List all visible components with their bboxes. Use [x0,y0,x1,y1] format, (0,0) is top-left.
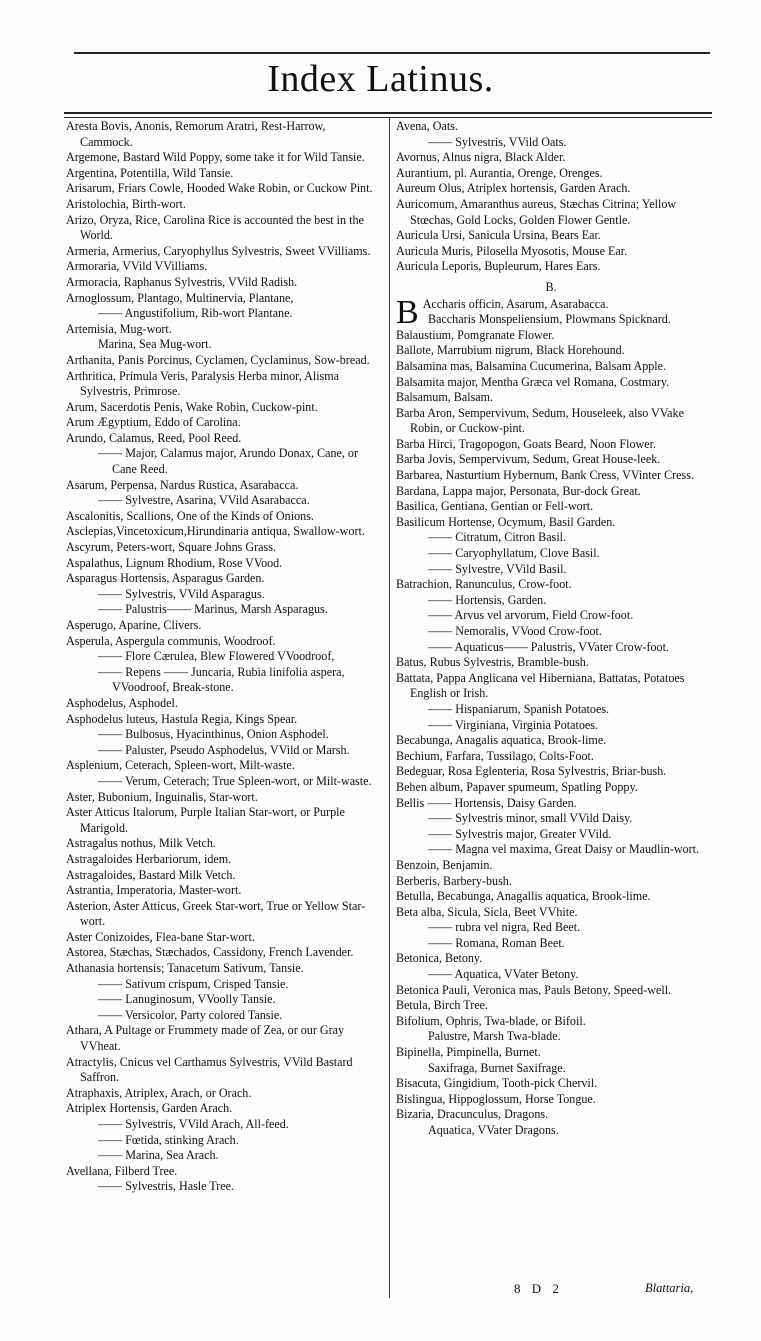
index-entry: —— Verum, Ceterach; True Spleen-wort, or Milt-waste. [98,773,372,788]
index-entry: Bisacuta, Gingidium, Tooth-pick Chervil. [396,1076,598,1091]
section-letter-b: B. [545,279,557,294]
right-column-b-entries [396,312,706,1138]
index-entry: Arizo, Oryza, Rice, Carolina Rice is accounted the best in the World. [66,212,364,243]
index-entry: —— Hortensis, Garden. [428,592,547,607]
index-entry: Auricula Muris, Pilosella Myosotis, Mouse Ear. [396,243,628,258]
index-entry: Armeria, Armerius, Caryophyllus Sylvestris, Sweet VVilliams. [66,243,371,258]
index-entry: Arum, Sacerdotis Penis, Wake Robin, Cuckow-pint. [66,399,318,414]
index-entry: —— Aquaticus—— Palustris, VVater Crow-foot. [428,639,669,654]
index-entry: Ascalonitis, Scallions, One of the Kinds of Onions. [66,508,314,523]
index-entry: Athara, A Pultage or Frummety made of Zea, or our Gray VVheat. [66,1023,345,1054]
index-entry: Barba Aron, Sempervivum, Sedum, Houseleek, also VVake Robin, or Cuckow-pint. [396,405,684,436]
index-entry: Asclepias,Vincetoxicum,Hirundinaria antiqua, Swallow-wort. [66,524,365,539]
index-entry: Asterion, Aster Atticus, Greek Star-wort, True or Yellow Star-wort. [66,898,366,929]
index-entry: Astragalus nothus, Milk Vetch. [66,836,216,851]
index-entry: —— Angustifolium, Rib-wort Plantane. [98,306,293,321]
index-entry: Asphodelus luteus, Hastula Regia, Kings Spear. [66,711,298,726]
page-title: Index Latinus. [267,58,494,100]
column-divider [389,118,390,1298]
index-entry: Aristolochia, Birth-wort. [66,196,186,211]
index-entry: —— rubra vel nigra, Red Beet. [428,920,581,935]
index-entry: Batrachion, Ranunculus, Crow-foot. [396,577,572,592]
index-entry: Basilica, Gentiana, Gentian or Fell-wort. [396,499,594,514]
index-entry: Baccharis Monspeliensium, Plowmans Spicknard. [428,312,671,327]
index-entry: Barba Jovis, Sempervivum, Sedum, Great House-leek. [396,452,661,467]
index-entry: Bizaria, Dracunculus, Dragons. [396,1107,549,1122]
index-entry: Betonica, Betony. [396,951,483,966]
index-entry: —— Romana, Roman Beet. [428,935,565,950]
index-entry: Balsamita major, Mentha Græca vel Romana, Costmary. [396,374,670,389]
index-entry: Balsamum, Balsam. [396,390,494,405]
index-entry: Asperula, Aspergula communis, Woodroof. [66,633,276,648]
signature-mark: 8 D 2 [514,1281,563,1296]
index-entry: —— Major, Calamus major, Arundo Donax, Cane, or Cane Reed. [98,446,359,477]
index-entry: —— Flore Cærulea, Blew Flowered VVoodroof, [98,649,335,664]
index-entry: —— Marina, Sea Arach. [98,1148,219,1163]
index-entry: Avornus, Alnus nigra, Black Alder. [396,150,566,165]
index-entry: Ascyrum, Peters-wort, Square Johns Grass. [66,540,276,555]
index-entry: Barbarea, Nasturtium Hybernum, Bank Cress, VVinter Cress. [396,468,694,483]
index-entry: —— Sativum crispum, Crisped Tansie. [98,976,289,991]
index-entry: —— Arvus vel arvorum, Field Crow-foot. [428,608,634,623]
index-entry: Bellis —— Hortensis, Daisy Garden. [396,795,577,810]
index-entry: Saxifraga, Burnet Saxifrage. [428,1060,566,1075]
index-entry: Asphodelus, Asphodel. [66,695,178,710]
index-entry: Avena, Oats. [396,119,458,133]
index-entry: Armoracia, Raphanus Sylvestris, VVild Radish. [66,274,298,289]
index-entry: —— Nemoralis, VVood Crow-foot. [428,624,602,638]
index-entry: Aster Atticus Italorum, Purple Italian Star-wort, or Purple Marigold. [66,805,345,835]
index-entry: —— Palustris—— Marinus, Marsh Asparagus. [98,602,328,617]
index-entry: Bechium, Farfara, Tussilago, Colts-Foot. [396,748,594,763]
index-entry: Ballote, Marrubium nigrum, Black Horehound. [396,343,625,358]
index-entry: Astragaloides, Bastard Milk Vetch. [66,867,236,882]
index-entry: Asarum, Perpensa, Nardus Rustica, Asarabacca. [66,477,299,492]
index-entry: —— Magna vel maxima, Great Daisy or Maudlin-wort. [428,842,700,857]
index-entry: Arundo, Calamus, Reed, Pool Reed. [66,430,242,445]
index-entry: Aresta Bovis, Anonis, Remorum Aratri, Rest-Harrow, Cammock. [66,119,326,149]
index-entry: Argemone, Bastard Wild Poppy, some take it for Wild Tansie. [66,150,365,165]
right-column [396,119,706,1139]
index-entry: Aster, Bubonium, Inguinalis, Star-wort. [66,789,258,804]
index-entry: —— Sylvestris, VVild Oats. [428,134,567,149]
index-entry: Arthanita, Panis Porcinus, Cyclamen, Cyclaminus, Sow-bread. [66,352,370,367]
index-entry: —— Repens —— Juncaria, Rubia linifolia aspera, VVoodroof, Break-stone. [98,664,345,695]
index-entry: Atraphaxis, Atriplex, Arach, or Orach. [66,1085,252,1100]
index-entry: Benzoin, Benjamin. [396,857,493,872]
index-entry: Aurantium, pl. Aurantia, Orenge, Orenges. [396,165,603,180]
title-rule [64,112,712,118]
index-entry: Arnoglossum, Plantago, Multinervia, Plantane, [66,290,294,305]
index-entry: Atractylis, Cnicus vel Carthamus Sylvestris, VVild Bastard Saffron. [66,1054,353,1085]
index-entry: —— Caryophyllatum, Clove Basil. [428,546,600,561]
index-entry: Bifolium, Ophris, Twa-blade, or Bifoil. [396,1013,586,1028]
catchword: Blattaria, [645,1281,694,1295]
b-first-entry-text: Accharis officin, Asarum, Asarabacca. [422,296,609,311]
index-entry: Auricomum, Amaranthus aureus, Stæchas Citrina; Yellow Stœchas, Gold Locks, Golden Flower Gentle. [396,196,677,227]
index-entry: —— Bulbosus, Hyacinthinus, Onion Asphodel. [98,727,329,742]
index-entry: Behen album, Papaver spumeum, Spatling Poppy. [396,779,638,794]
index-entry: Barba Hirci, Tragopogon, Goats Beard, Noon Flower. [396,436,656,451]
drop-cap: B [396,293,419,331]
index-entry: Becabunga, Anagalis aquatica, Brook-lime. [396,733,607,748]
index-entry: Arum Ægyptium, Eddo of Carolina. [66,415,241,430]
index-entry: Balaustium, Pomgranate Flower. [396,327,555,342]
right-column-a-entries [396,119,706,275]
index-entry: —— Sylvestris, VVild Arach, All-feed. [98,1117,289,1131]
index-entry: Atriplex Hortensis, Garden Arach. [66,1101,233,1116]
index-entry: Betonica Pauli, Veronica mas, Pauls Betony, Speed-well. [396,982,672,997]
index-entry: Beta alba, Sicula, Sicla, Beet VVhite. [396,904,578,919]
index-entry: —— Sylvestre, VVild Basil. [428,561,567,576]
index-entry: Astrantia, Imperatoria, Master-wort. [66,883,242,898]
index-entry: Artemisia, Mug-wort. [66,321,172,336]
index-entry: Berberis, Barbery-bush. [396,873,512,888]
index-entry: Athanasia hortensis; Tanacetum Sativum, Tansie. [66,961,304,976]
index-entry: Asplenium, Ceterach, Spleen-wort, Milt-waste. [66,758,295,773]
index-entry: Avellana, Filberd Tree. [66,1163,178,1178]
index-entry: Bipinella, Pimpinella, Burnet. [396,1045,541,1060]
index-entry: Palustre, Marsh Twa-blade. [428,1029,561,1044]
index-entry: Arthritica, Primula Veris, Paralysis Herba minor, Alisma Sylvestris, Primrose. [66,368,340,399]
index-entry: Aspalathus, Lignum Rhodium, Rose VVood. [66,555,283,570]
index-entry: Betula, Birch Tree. [396,998,489,1013]
index-entry: Bislingua, Hippoglossum, Horse Tongue. [396,1091,596,1106]
index-entry: —— Paluster, Pseudo Asphodelus, VVild or Marsh. [98,742,350,757]
top-rule [74,52,710,54]
index-entry: Balsamina mas, Balsamina Cucumerina, Balsam Apple. [396,358,667,373]
index-entry: —— Sylvestris minor, small VVild Daisy. [428,811,633,826]
index-entry: —— Sylvestris major, Greater VVild. [428,826,612,841]
index-entry: —— Virginiana, Virginia Potatoes. [428,717,598,732]
index-entry: Bedeguar, Rosa Eglenteria, Rosa Sylvestris, Briar-bush. [396,764,667,779]
index-entry: Auricula Ursi, Sanicula Ursina, Bears Ear. [396,228,601,243]
index-entry: Betulla, Becabunga, Anagallis aquatica, Brook-lime. [396,889,651,904]
index-entry: —— Versicolor, Party colored Tansie. [98,1007,283,1022]
index-entry: Aster Conizoides, Flea-bane Star-wort. [66,929,255,944]
index-entry: Astragaloides Herbariorum, idem. [66,851,232,866]
index-entry: Asparagus Hortensis, Asparagus Garden. [66,571,265,586]
index-entry: —— Fœtida, stinking Arach. [98,1132,239,1147]
index-entry: Bardana, Lappa major, Personata, Bur-dock Great. [396,483,641,498]
index-entry: Argentina, Potentilla, Wild Tansie. [66,165,234,180]
index-entry: Asperugo, Aparine, Clivers. [66,618,202,632]
index-entry: —— Lanuginosum, VVoolly Tansie. [98,992,276,1007]
index-entry: Battata, Pappa Anglicana vel Hiberniana, Battatas, Potatoes English or Irish. [396,670,685,701]
index-entry: Batus, Rubus Sylvestris, Bramble-bush. [396,655,589,670]
index-entry: —— Citratum, Citron Basil. [428,530,567,545]
index-entry: —— Sylvestris, VVild Asparagus. [98,586,265,601]
index-entry: Aquatica, VVater Dragons. [428,1123,559,1137]
index-entry: Armoraria, VVild VVilliams. [66,259,208,274]
index-entry: —— Aquatica, VVater Betony. [428,967,579,982]
index-entry: —— Sylvestris, Hasle Tree. [98,1179,235,1194]
index-entry: Arisarum, Friars Cowle, Hooded Wake Robin, or Cuckow Pint. [66,181,373,196]
index-entry: —— Sylvestre, Asarina, VVild Asarabacca. [98,493,310,508]
index-entry: Astorea, Stæchas, Stæchados, Cassidony, French Lavender. [66,945,354,960]
index-entry: —— Hispaniarum, Spanish Potatoes. [428,701,610,716]
index-entry: Aureum Olus, Atriplex hortensis, Garden Arach. [396,181,631,196]
index-entry: Basilicum Hortense, Ocymum, Basil Garden. [396,514,616,529]
left-column [66,119,380,1195]
index-entry: Marina, Sea Mug-wort. [98,337,212,352]
index-entry: Auricula Leporis, Bupleurum, Hares Ears. [396,259,601,274]
